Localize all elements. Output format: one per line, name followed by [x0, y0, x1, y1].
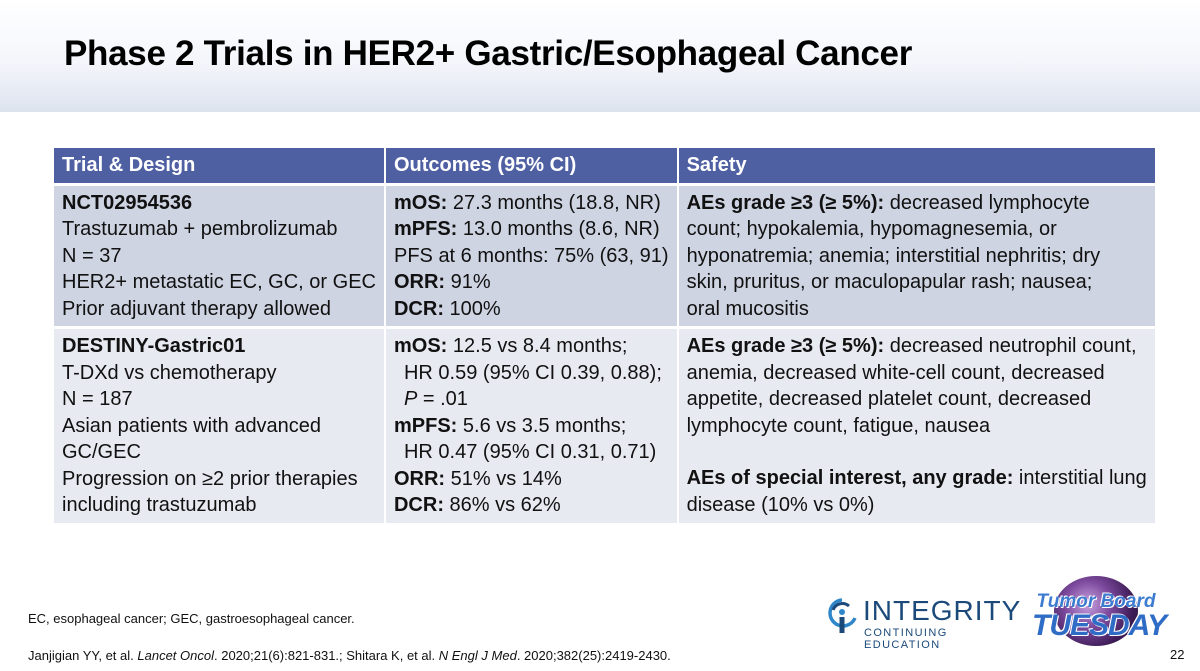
header-trial-design: Trial & Design	[54, 148, 385, 184]
outcome-mos: mOS: 12.5 vs 8.4 months;	[393, 335, 628, 357]
safety-line: lymphocyte count, fatigue, nausea	[686, 414, 991, 437]
outcome-mpfs-hr: HR 0.47 (95% CI 0.31, 0.71)	[403, 441, 657, 463]
design-line: Asian patients with advanced	[62, 414, 322, 437]
table-header-row	[54, 148, 1155, 184]
integrity-mark-icon	[827, 598, 857, 638]
safety-line: hyponatremia; anemia; interstitial nephritis; dry	[686, 244, 1101, 267]
outcome-mpfs: mPFS: 5.6 vs 3.5 months;	[393, 414, 627, 437]
tbt-line2: TUESDAY	[1032, 609, 1167, 642]
spacer	[687, 439, 1147, 465]
design-line: T-DXd vs chemotherapy	[62, 361, 277, 384]
integrity-logo	[827, 594, 1022, 651]
outcomes-cell	[385, 184, 678, 328]
abbreviations-footnote: EC, esophageal cancer; GEC, gastroesophageal cancer.	[28, 611, 355, 626]
design-line: Trastuzumab + pembrolizumab	[62, 218, 338, 240]
trial-design-cell	[54, 328, 385, 523]
safety-line: anemia, decreased white-cell count, decreased	[686, 361, 1105, 384]
outcome-mos-hr: HR 0.59 (95% CI 0.39, 0.88);	[403, 361, 662, 384]
slide-title: Phase 2 Trials in HER2+ Gastric/Esophageal Cancer	[64, 34, 913, 73]
integrity-name: INTEGRITY	[863, 595, 1022, 626]
header-outcomes: Outcomes (95% CI)	[385, 148, 678, 184]
outcome-dcr: DCR: 100%	[393, 297, 501, 320]
header-safety: Safety	[678, 148, 1155, 184]
trial-name: DESTINY-Gastric01	[62, 335, 246, 357]
trial-name: NCT02954536	[62, 191, 193, 214]
outcome-dcr: DCR: 86% vs 62%	[393, 494, 561, 516]
tumor-board-tuesday-logo	[1032, 576, 1167, 660]
outcome-mpfs: mPFS: 13.0 months (8.6, NR)	[393, 218, 660, 240]
design-line: including trastuzumab	[62, 494, 257, 516]
design-line: GC/GEC	[62, 441, 141, 463]
safety-line: AEs grade ≥3 (≥ 5%): decreased neutrophil count,	[686, 335, 1137, 357]
outcomes-cell	[385, 328, 678, 523]
table-row	[54, 328, 1155, 523]
special-interest-line: disease (10% vs 0%)	[686, 493, 875, 516]
outcome-mos: mOS: 27.3 months (18.8, NR)	[393, 191, 661, 214]
outcome-p-value: P = .01	[403, 388, 468, 410]
design-line: N = 187	[62, 388, 133, 410]
safety-cell	[678, 184, 1155, 328]
page-number: 22	[1170, 647, 1185, 662]
trial-design-cell	[54, 184, 385, 328]
safety-line: skin, pruritus, or maculopapular rash; nausea;	[686, 271, 1093, 293]
design-line: Progression on ≥2 prior therapies	[62, 467, 358, 490]
trials-table	[54, 148, 1155, 523]
design-line: Prior adjuvant therapy allowed	[62, 297, 332, 320]
outcome-orr: ORR: 91%	[393, 271, 491, 293]
safety-cell	[678, 328, 1155, 523]
design-line: HER2+ metastatic EC, GC, or GEC	[62, 271, 376, 293]
safety-line: AEs grade ≥3 (≥ 5%): decreased lymphocyte	[686, 191, 1090, 214]
slide-header	[0, 0, 1200, 112]
outcome-pfs6: PFS at 6 months: 75% (63, 91)	[393, 244, 669, 267]
design-line: N = 37	[62, 244, 122, 267]
tbt-line1: Tumor Board	[1036, 591, 1156, 612]
special-interest-line: AEs of special interest, any grade: interstitial lung	[686, 467, 1147, 489]
outcome-orr: ORR: 51% vs 14%	[393, 467, 562, 490]
safety-line: oral mucositis	[686, 297, 809, 320]
table-row	[54, 184, 1155, 328]
safety-line: count; hypokalemia, hypomagnesemia, or	[686, 218, 1057, 240]
safety-line: appetite, decreased platelet count, decreased	[686, 388, 1092, 410]
references: Janjigian YY, et al. Lancet Oncol. 2020;21(6):821-831.; Shitara K, et al. N Engl J Med. 2020;382(25):2419-2430.	[28, 648, 671, 663]
integrity-subtitle: CONTINUING EDUCATION	[864, 627, 948, 651]
